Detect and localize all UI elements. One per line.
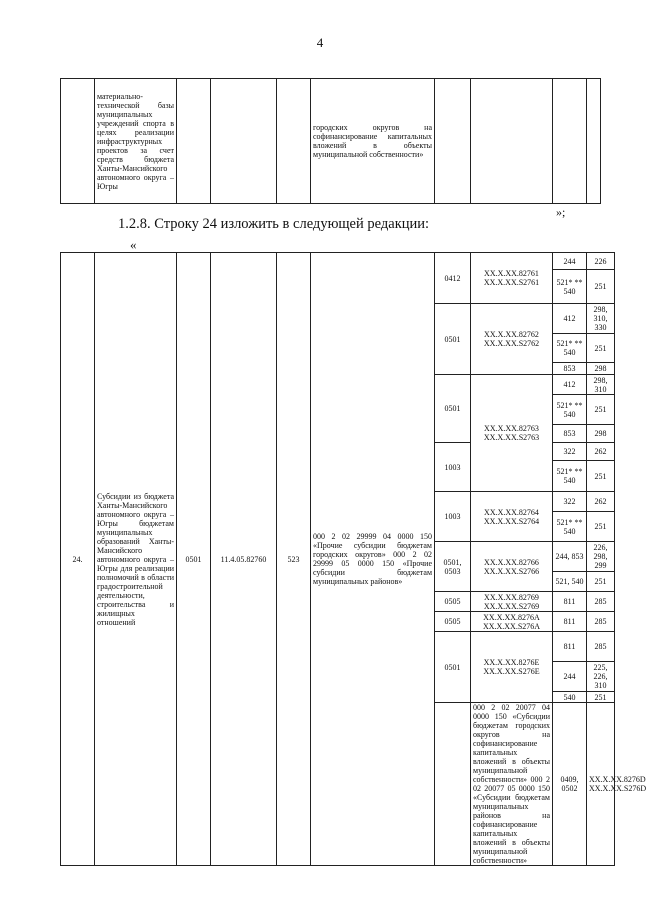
expense-type-cell: 521* ** 540	[553, 270, 587, 304]
expense-type-cell: 521* ** 540	[553, 334, 587, 363]
razdel-cell: 0501, 0503	[435, 542, 471, 592]
row-24-table	[60, 252, 646, 866]
expense-type-cell: 540	[553, 692, 587, 703]
kosgu-cell: 298, 310, 330	[587, 304, 615, 334]
kosgu-cell: 298	[587, 425, 615, 443]
kosgu-cell: 251	[587, 395, 615, 425]
kosgu-cell: 251	[587, 270, 615, 304]
expense-type-cell: 853	[553, 363, 587, 375]
razdel-cell: 0501	[435, 632, 471, 703]
kosgu-cell: 285	[587, 592, 615, 612]
expense-type-cell: 853	[553, 425, 587, 443]
target-code-cell: ХХ.Х.ХХ.8276А ХХ.Х.ХХ.S276А	[471, 612, 553, 632]
income-codes-capital-investment: 000 2 02 20077 04 0000 150 «Субсидии бюджетам городских округов на софинансирование капитальных вложений в объекты муниципальной собственности» 000 2 02 20077 05 0000 150 «Субсидии бюджетам муниципальных районов на софинансирование капитальных вложений в объекты муниципальной собственности»	[471, 703, 553, 866]
razdel-cell: 0409, 0502	[553, 703, 587, 866]
expense-type-cell: 811	[553, 632, 587, 662]
target-code-cell: ХХ.Х.ХХ.82763 ХХ.Х.ХХ.S2763	[471, 375, 553, 492]
expense-type-cell: 521* ** 540	[553, 395, 587, 425]
target-code-cell: ХХ.Х.ХХ.82762 ХХ.Х.ХХ.S2762	[471, 304, 553, 375]
expense-type-cell: 244	[553, 253, 587, 270]
income-codes-other-subsidies: 000 2 02 29999 04 0000 150 «Прочие субсидии бюджетам городских округов» 000 2 02 29999 05 0000 150 «Прочие субсидии бюджетам муниципальных районов»	[311, 253, 435, 866]
row-grbs: 523	[277, 253, 311, 866]
kosgu-cell: 251	[587, 461, 615, 492]
kosgu-cell: 251	[587, 692, 615, 703]
expense-type-cell: 322	[553, 443, 587, 461]
razdel-cell: 0505	[435, 592, 471, 612]
target-code-cell: ХХ.Х.ХХ.82769 ХХ.Х.ХХ.S2769	[471, 592, 553, 612]
kosgu-cell: 251	[587, 572, 615, 592]
target-code-cell: ХХ.Х.ХХ.82764 ХХ.Х.ХХ.S2764	[471, 492, 553, 542]
kosgu-cell: 251	[587, 334, 615, 363]
razdel-cell: 1003	[435, 443, 471, 492]
target-code-cell: ХХ.Х.ХХ.82766 ХХ.Х.ХХ.S2766	[471, 542, 553, 592]
row-target-code: 11.4.05.82760	[211, 253, 277, 866]
expense-type-cell: 244	[553, 662, 587, 692]
opening-quote: «	[130, 237, 137, 252]
razdel-cell: 0501	[435, 304, 471, 375]
kosgu-cell: 226	[587, 253, 615, 270]
kosgu-cell: 285	[587, 612, 615, 632]
row-razdel: 0501	[177, 253, 211, 866]
kosgu-cell: 225, 226, 310	[587, 662, 615, 692]
razdel-cell: 0505	[435, 612, 471, 632]
page-number: 4	[316, 35, 324, 50]
prev-row-name-cell: материально-технической базы муниципальных учреждений спорта в целях реализации инфраструктурных проектов за счет средств бюджета Ханты-Мансийского автономного округа – Югры	[95, 79, 177, 204]
razdel-cell: 1003	[435, 492, 471, 542]
razdel-cell: 0412	[435, 253, 471, 304]
target-code-cell: ХХ.Х.ХХ.8276Е ХХ.Х.ХХ.S276Е	[471, 632, 553, 703]
target-code-cell: ХХ.Х.ХХ.8276D ХХ.Х.ХХ.S276D	[587, 703, 615, 866]
expense-type-cell: 412	[553, 375, 587, 395]
expense-type-cell: 521, 540	[553, 572, 587, 592]
expense-type-cell: 412	[553, 304, 587, 334]
row-number: 24.	[61, 253, 95, 866]
expense-type-cell: 521* ** 540	[553, 461, 587, 492]
expense-type-cell: 244, 853	[553, 542, 587, 572]
kosgu-cell: 251	[587, 512, 615, 542]
kosgu-cell: 226, 298, 299	[587, 542, 615, 572]
closing-quote: »;	[556, 205, 566, 219]
previous-table-fragment	[60, 78, 601, 204]
expense-type-cell: 811	[553, 612, 587, 632]
kosgu-cell: 298, 310	[587, 375, 615, 395]
expense-type-cell: 322	[553, 492, 587, 512]
target-code-cell: ХХ.Х.ХХ.82761 ХХ.Х.ХХ.S2761	[471, 253, 553, 304]
expense-type-cell: 811	[553, 592, 587, 612]
razdel-cell: 0501	[435, 375, 471, 443]
amendment-heading: 1.2.8. Строку 24 изложить в следующей редакции:	[118, 216, 430, 232]
kosgu-cell: 285	[587, 632, 615, 662]
prev-row-income-cell: городских округов на софинансирование капитальных вложений в объекты муниципальной собственности»	[311, 79, 435, 204]
row-name: Субсидии из бюджета Ханты-Мансийского автономного округа – Югры бюджетам муниципальных образований Ханты-Мансийского автономного округа – Югры для реализации полномочий в области градостроительной деятельности, строительства и жилищных отношений	[95, 253, 177, 866]
kosgu-cell: 262	[587, 492, 615, 512]
kosgu-cell: 262	[587, 443, 615, 461]
kosgu-cell: 298	[587, 363, 615, 375]
expense-type-cell: 521* ** 540	[553, 512, 587, 542]
